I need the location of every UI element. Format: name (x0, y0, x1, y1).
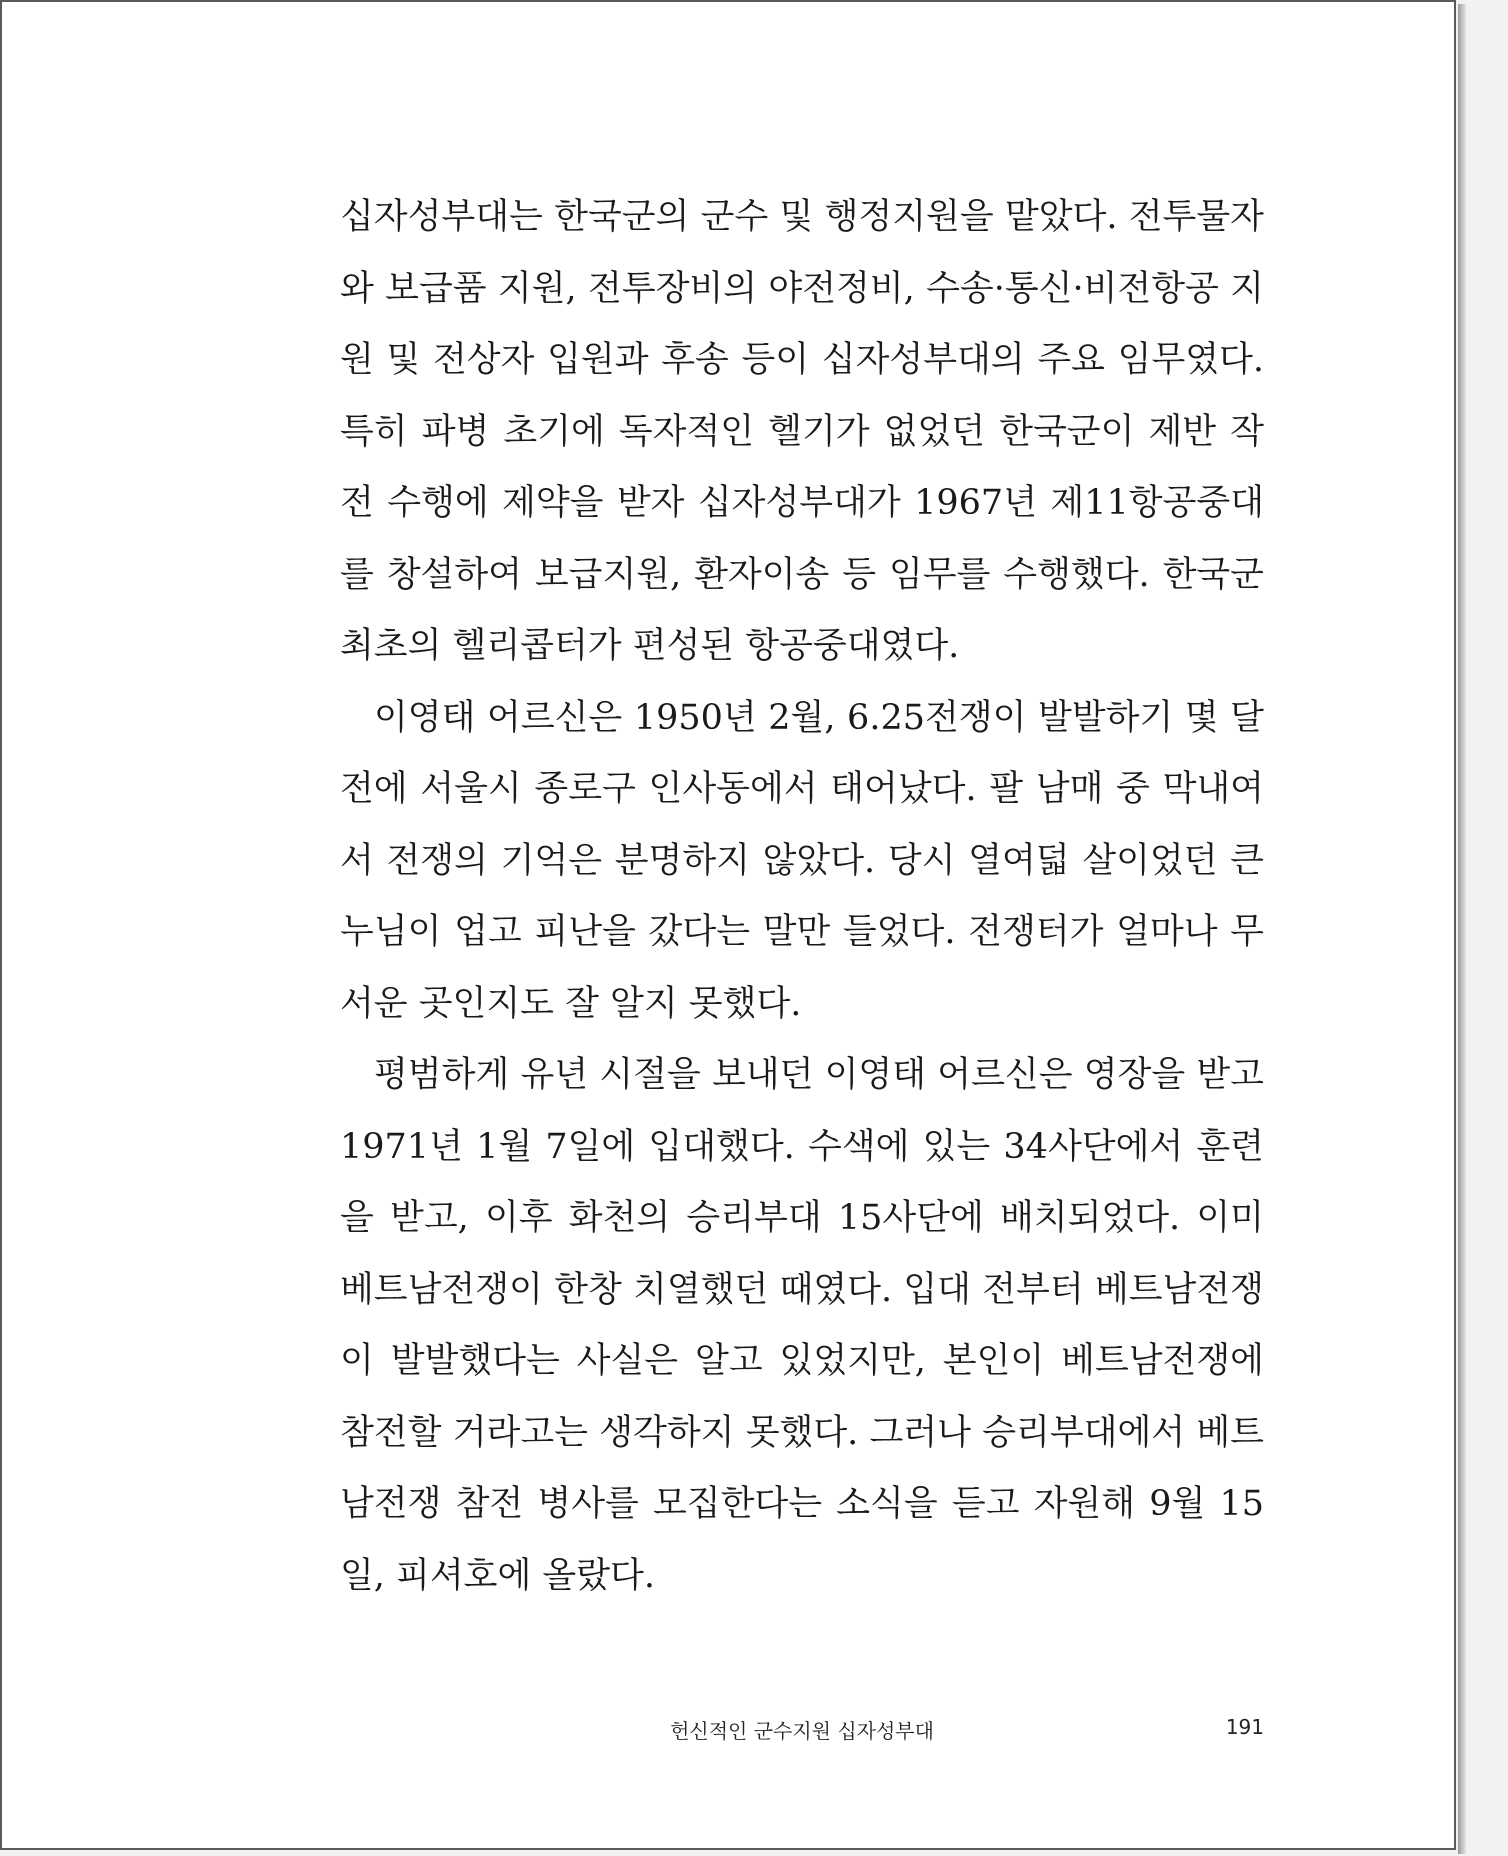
page-number: 191 (1225, 1715, 1264, 1739)
running-title: 헌신적인 군수지원 십자성부대 (670, 1719, 934, 1743)
paragraph-3: 평범하게 유년 시절을 보내던 이영태 어르신은 영장을 받고 1971년 1월 7일에 입대했다. 수색에 있는 34사단에서 훈련을 받고, 이후 화천의 승리부대 15사단에 배치되었다. 이미 베트남전쟁이 한창 치열했던 때였다. 입대 전부터 베트남전쟁이 발발했다는 사실은 알고 있었지만, 본인이 베트남전쟁에 참전할 거라고는 생각하지 못했다. 그러나 승리부대에서 베트남전쟁 참전 병사를 모집한다는 소식을 듣고 자원해 9월 15일, 피셔호에 올랐다. (340, 1055, 1264, 1596)
paragraph-1: 십자성부대는 한국군의 군수 및 행정지원을 맡았다. 전투물자와 보급품 지원, 전투장비의 야전정비, 수송·통신·비전항공 지원 및 전상자 입원과 후송 등이 십자성부대의 주요 임무였다. 특히 파병 초기에 독자적인 헬기가 없었던 한국군이 제반 작전 수행에 제약을 받자 십자성부대가 1967년 제11항공중대를 창설하여 보급지원, 환자이송 등 임무를 수행했다. 한국군 최초의 헬리콥터가 편성된 항공중대였다. (340, 197, 1264, 666)
paragraph-2: 이영태 어르신은 1950년 2월, 6.25전쟁이 발발하기 몇 달 전에 서울시 종로구 인사동에서 태어났다. 팔 남매 중 막내여서 전쟁의 기억은 분명하지 않았다. 당시 열여덟 살이었던 큰 누님이 업고 피난을 갔다는 말만 들었다. 전쟁터가 얼마나 무서운 곳인지도 잘 알지 못했다. (340, 697, 1264, 1024)
page-edge-shadow (1458, 4, 1466, 1854)
body-text (340, 182, 1264, 1612)
